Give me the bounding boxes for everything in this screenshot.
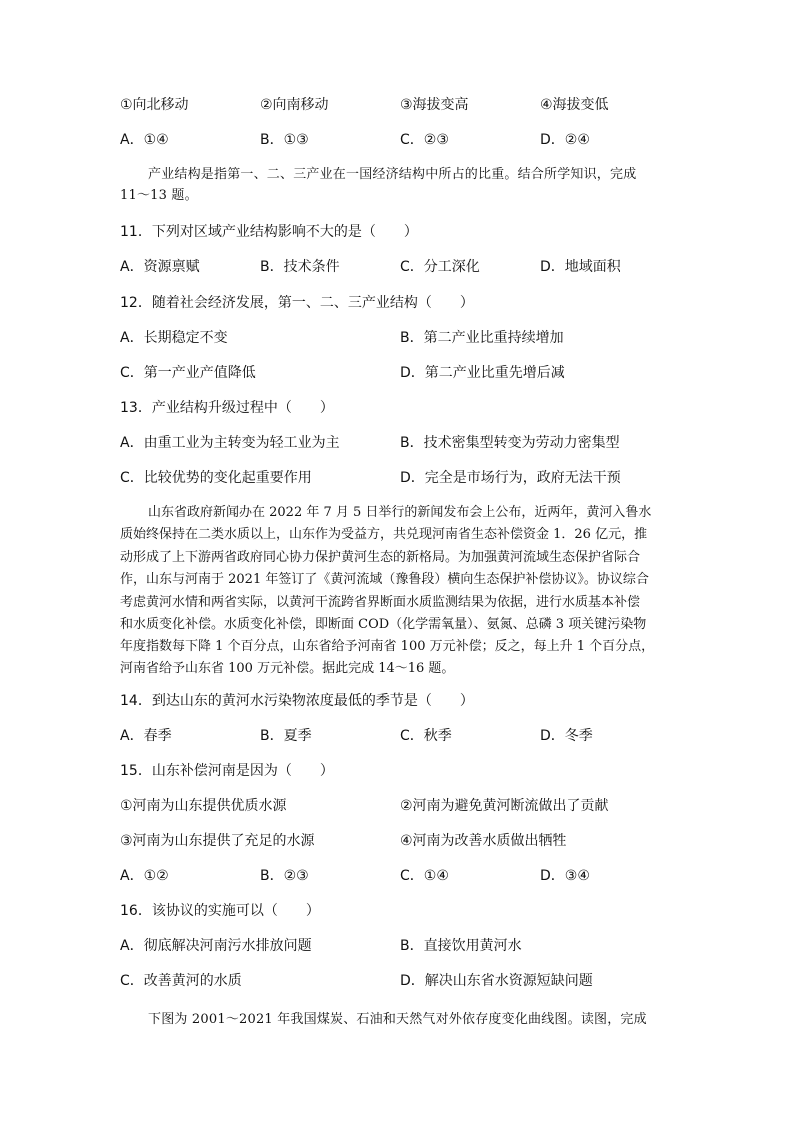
q15-choice-b[interactable]: B．②③ xyxy=(260,868,309,884)
q15-stem: 15．山东补偿河南是因为（ ） xyxy=(120,763,334,779)
intro-11-13-line-2: 11～13 题。 xyxy=(120,188,198,203)
q11-choice-c[interactable]: C．分工深化 xyxy=(400,259,480,275)
passage-line: 动形成了上下游两省政府同心协力保护黄河生态的新格局。为加强黄河流域生态保护省际合 xyxy=(120,550,641,565)
q12-stem: 12．随着社会经济发展，第一、二、三产业结构（ ） xyxy=(120,295,474,311)
q10-statement-4: ④海拔变低 xyxy=(540,97,609,113)
q15-statement-3: ③河南为山东提供了充足的水源 xyxy=(120,833,315,849)
passage-line: 山东省政府新闻办在 2022 年 7 月 5 日举行的新闻发布会上公布，近两年，黄河入鲁水 xyxy=(148,505,652,520)
q10-choice-d[interactable]: D．②④ xyxy=(540,132,590,148)
q15-statement-1: ①河南为山东提供优质水源 xyxy=(120,798,287,814)
q10-statement-3: ③海拔变高 xyxy=(400,97,469,113)
q11-choice-b[interactable]: B．技术条件 xyxy=(260,259,340,275)
q15-statement-2: ②河南为避免黄河断流做出了贡献 xyxy=(400,798,609,814)
q13-choice-d[interactable]: D．完全是市场行为，政府无法干预 xyxy=(400,470,621,486)
q10-choice-c[interactable]: C．②③ xyxy=(400,132,449,148)
passage-line: 和水质变化补偿。水质变化补偿，即断面 COD（化学需氧量）、氨氮、总磷 3 项关键污染物 xyxy=(120,617,647,632)
q13-choice-c[interactable]: C．比较优势的变化起重要作用 xyxy=(120,470,312,486)
q15-choice-c[interactable]: C．①④ xyxy=(400,868,449,884)
q16-choice-b[interactable]: B．直接饮用黄河水 xyxy=(400,938,522,954)
q10-choice-b[interactable]: B．①③ xyxy=(260,132,309,148)
q13-choice-a[interactable]: A．由重工业为主转变为轻工业为主 xyxy=(120,435,340,451)
q12-choice-d[interactable]: D．第二产业比重先增后减 xyxy=(400,365,565,381)
q14-choice-d[interactable]: D．冬季 xyxy=(540,728,593,744)
q14-choice-a[interactable]: A．春季 xyxy=(120,728,172,744)
q12-choice-a[interactable]: A．长期稳定不变 xyxy=(120,330,228,346)
passage-line: 年度指数每下降 1 个百分点，山东省给予河南省 100 万元补偿；反之，每上升 1 个百分点， xyxy=(120,639,655,654)
q14-choice-b[interactable]: B．夏季 xyxy=(260,728,312,744)
q10-choice-a[interactable]: A．①④ xyxy=(120,132,169,148)
q16-choice-c[interactable]: C．改善黄河的水质 xyxy=(120,973,242,989)
q10-statement-1: ①向北移动 xyxy=(120,97,189,113)
q16-choice-a[interactable]: A．彻底解决河南污水排放问题 xyxy=(120,938,312,954)
intro-11-13-line-1: 产业结构是指第一、二、三产业在一国经济结构中所占的比重。结合所学知识，完成 xyxy=(148,167,637,182)
passage-line: 考虑黄河水情和两省实际，以黄河干流跨省界断面水质监测结果为依据，进行水质基本补偿 xyxy=(120,595,641,610)
passage-line: 作，山东与河南于 2021 年签订了《黄河流域（豫鲁段）横向生态保护补偿协议》。协议综合 xyxy=(120,572,649,587)
passage-line: 河南省给予山东省 100 万元补偿。据此完成 14～16 题。 xyxy=(120,661,455,676)
q15-choice-a[interactable]: A．①② xyxy=(120,868,169,884)
q12-choice-c[interactable]: C．第一产业产值降低 xyxy=(120,365,256,381)
passage-line: 质始终保持在二类水质以上，山东作为受益方，共兑现河南省生态补偿资金 1．26 亿元，推 xyxy=(120,527,648,542)
q15-statement-4: ④河南为改善水质做出牺牲 xyxy=(400,833,567,849)
q11-choice-a[interactable]: A．资源禀赋 xyxy=(120,259,200,275)
q15-choice-d[interactable]: D．③④ xyxy=(540,868,590,884)
intro-next: 下图为 2001～2021 年我国煤炭、石油和天然气对外依存度变化曲线图。读图，完成 xyxy=(148,1012,647,1027)
q14-stem: 14．到达山东的黄河水污染物浓度最低的季节是（ ） xyxy=(120,693,474,709)
q13-stem: 13．产业结构升级过程中（ ） xyxy=(120,400,334,416)
q13-choice-b[interactable]: B．技术密集型转变为劳动力密集型 xyxy=(400,435,620,451)
q11-stem: 11．下列对区域产业结构影响不大的是（ ） xyxy=(120,224,418,240)
q12-choice-b[interactable]: B．第二产业比重持续增加 xyxy=(400,330,564,346)
q14-choice-c[interactable]: C．秋季 xyxy=(400,728,452,744)
q16-choice-d[interactable]: D．解决山东省水资源短缺问题 xyxy=(400,973,593,989)
q11-choice-d[interactable]: D．地域面积 xyxy=(540,259,621,275)
q10-statement-2: ②向南移动 xyxy=(260,97,329,113)
q16-stem: 16．该协议的实施可以（ ） xyxy=(120,903,320,919)
